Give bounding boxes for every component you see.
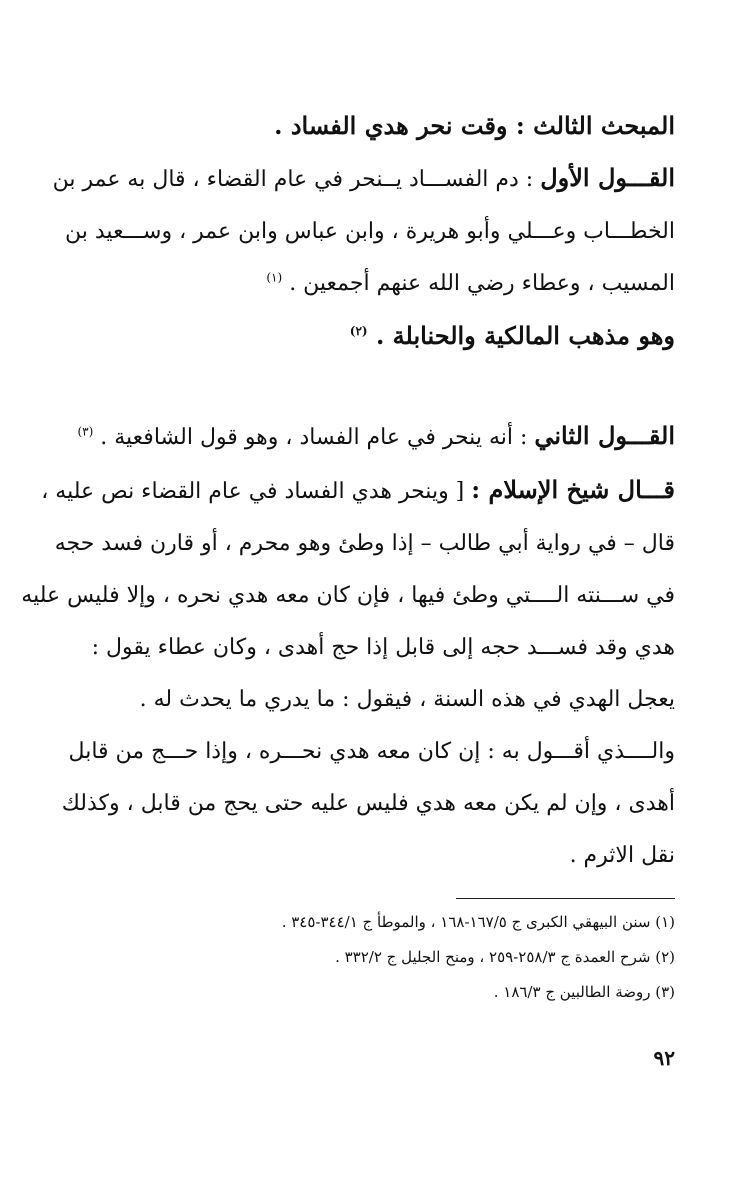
second-opinion-label: القـــول الثاني	[534, 421, 675, 450]
conclusion-line-2: أهدى ، وإن لم يكن معه هدي فليس عليه حتى يحج من قابل ، وكذلك	[61, 791, 675, 816]
footnote-3: (٣) روضة الطالبين ج ١٨٦/٣ .	[493, 983, 675, 1001]
footnote-ref-3: (٣)	[77, 424, 94, 439]
first-opinion-line-2: الخطـــاب وعـــلي وأبو هريرة ، وابن عباس وابن عمر ، وســـعيد بن	[65, 219, 675, 244]
footnotes	[78, 905, 675, 1010]
shaykh-line-4: هدي وقد فســـد حجه إلى قابل إذا حج أهدى ، وكان عطاء يقول :	[91, 635, 675, 660]
conclusion-line-1: والــــذي أقـــول به : إن كان معه هدي نحـــره ، وإذا حـــج من قابل	[68, 739, 675, 764]
main-text	[21, 100, 675, 882]
footnote-divider	[456, 898, 675, 899]
shaykh-line-5: يعجل الهدي في هذه السنة ، فيقول : ما يدري ما يحدث له .	[139, 687, 675, 712]
spacer	[78, 362, 675, 410]
page-number: ٩٢	[653, 1046, 675, 1070]
first-opinion-label: القـــول الأول	[540, 163, 675, 192]
footnote-ref-1: (١)	[266, 270, 283, 285]
conclusion-line-3: نقل الاثرم .	[569, 843, 675, 868]
madhhab-line: وهو مذهب المالكية والحنابلة . $^{(٢)}$	[349, 321, 675, 350]
shaykh-label: قـــال شيخ الإسلام :	[471, 475, 675, 504]
footnote-1: (١) سنن البيهقي الكبرى ج ١٦٧/٥-١٦٨ ، والموطأ ج ٣٤٤/١-٣٤٥ .	[281, 913, 675, 931]
footnote-2: (٢) شرح العمدة ج ٢٥٨/٣-٢٥٩ ، ومنح الجليل ج ٣٣٢/٢ .	[335, 948, 675, 966]
first-opinion-line-3: المسيب ، وعطاء رضي الله عنهم أجمعين . $^{(١)}$	[266, 270, 675, 296]
first-opinion-line-1: القـــول الأول : دم الفســـاد يــنحر في عام القضاء ، قال به عمر بن	[52, 163, 675, 192]
shaykh-line-3: في ســـنته الــــتي وطئ فيها ، فإن كان معه هدي نحره ، وإلا فليس عليه	[21, 583, 675, 608]
shaykh-line-2: قال – في رواية أبي طالب – إذا وطئ وهو محرم ، أو قارن فسد حجه	[54, 531, 675, 556]
shaykh-line-1: قـــال شيخ الإسلام : [ وينحر هدي الفساد في عام القضاء نص عليه ،	[41, 475, 675, 504]
section-heading: المبحث الثالث : وقت نحر هدي الفساد .	[274, 111, 675, 140]
footnote-ref-2: (٢)	[349, 324, 368, 338]
second-opinion-line: القـــول الثاني : أنه ينحر في عام الفساد ، وهو قول الشافعية . $^{(٣)}$	[77, 421, 675, 450]
